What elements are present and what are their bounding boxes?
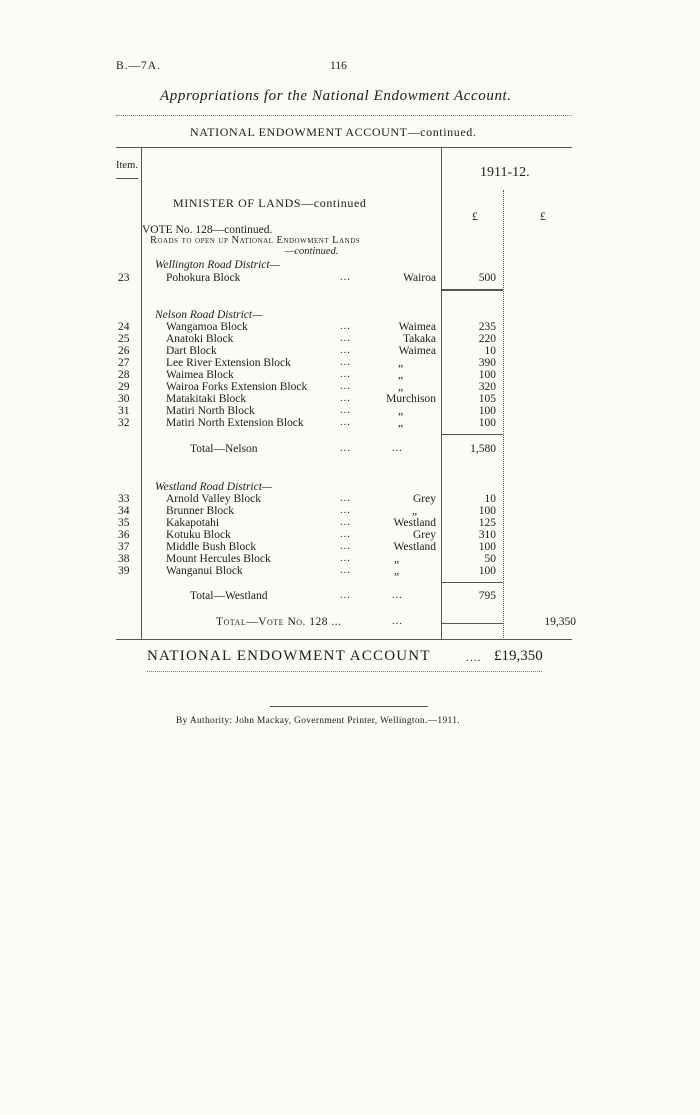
- block-name: Matiri North Block: [166, 405, 255, 417]
- ministry-heading: MINISTER OF LANDS—continued: [173, 196, 367, 210]
- leader-dots: ...: [392, 443, 403, 454]
- leader-dots: ...: [340, 369, 351, 380]
- amount-value: 10: [484, 345, 496, 357]
- westland-total-rule: [441, 582, 503, 583]
- county-name: Westland: [393, 517, 436, 529]
- amount-value: 320: [478, 381, 496, 393]
- item-number: 38: [118, 553, 130, 565]
- leader-dots: ...: [340, 405, 351, 416]
- block-name: Kakapotahi: [166, 517, 220, 529]
- county-ditto: „: [398, 405, 404, 417]
- leader-dots: ...: [340, 529, 351, 540]
- block-name: Matiri North Extension Block: [166, 417, 304, 429]
- imprint-rule: [270, 706, 428, 707]
- nelson-total-value: 1,580: [470, 443, 496, 455]
- subtotal-rule: [441, 289, 503, 291]
- leader-dots: ...: [340, 517, 351, 528]
- county-ditto: „: [412, 505, 418, 517]
- block-name: Wanganui Block: [166, 565, 243, 577]
- nelson-district-heading: Nelson Road District—: [155, 309, 263, 321]
- leader-dots: ...: [340, 321, 351, 332]
- nelson-total-rule: [441, 434, 503, 435]
- vote-total-rule: [441, 623, 503, 624]
- vote-total-value: 19,350: [544, 616, 576, 628]
- county-name: Takaka: [402, 333, 436, 345]
- leader-dots: ...: [340, 381, 351, 392]
- leader-dots: ...: [340, 272, 351, 283]
- county-name: Waimea: [398, 345, 436, 357]
- amount-value: 125: [478, 517, 496, 529]
- vote-total-label: Total—Vote No. 128 ...: [216, 616, 342, 628]
- amount-value: 100: [478, 565, 496, 577]
- leader-dots: ...: [340, 443, 351, 454]
- amount-value: 100: [478, 417, 496, 429]
- nelson-total-label: Total—Nelson: [190, 443, 258, 455]
- item-number: 25: [118, 333, 130, 345]
- block-name: Brunner Block: [166, 505, 235, 517]
- block-name: Arnold Valley Block: [166, 493, 261, 505]
- block-name: Waimea Block: [166, 369, 234, 381]
- county-ditto: „: [398, 369, 404, 381]
- item-number: 23: [118, 272, 130, 284]
- page-title: Appropriations for the National Endowment Account.: [160, 88, 512, 104]
- printer-imprint: By Authority: John Mackay, Government Printer, Wellington.—1911.: [176, 716, 460, 726]
- item-number: 35: [118, 517, 130, 529]
- county-ditto: „: [394, 553, 400, 565]
- leader-dots: ...: [340, 505, 351, 516]
- leader-dots: ...: [340, 393, 351, 404]
- table-bottom-rule: [116, 639, 572, 640]
- item-number: 36: [118, 529, 130, 541]
- wellington-district-heading: Wellington Road District—: [155, 259, 280, 271]
- currency-symbol-a: £: [472, 211, 478, 223]
- item-number: 30: [118, 393, 130, 405]
- document-reference: B.—7A.: [116, 60, 161, 72]
- item-number: 28: [118, 369, 130, 381]
- leader-dots: ...: [340, 357, 351, 368]
- item-number: 39: [118, 565, 130, 577]
- westland-total-value: 795: [478, 590, 496, 602]
- county-ditto: „: [398, 381, 404, 393]
- item-number: 27: [118, 357, 130, 369]
- leader-dots: ...: [340, 553, 351, 564]
- leader-dots: ...: [392, 616, 403, 627]
- block-name: Middle Bush Block: [166, 541, 257, 553]
- leader-dots: ....: [466, 652, 482, 664]
- leader-dots: ...: [340, 590, 351, 601]
- county-ditto: „: [394, 565, 400, 577]
- county-name: Grey: [413, 529, 436, 541]
- westland-district-heading: Westland Road District—: [155, 481, 273, 493]
- amount-value: 50: [484, 553, 496, 565]
- block-name: Wangamoa Block: [166, 321, 248, 333]
- amount-value: 10: [484, 493, 496, 505]
- amount-value: 310: [478, 529, 496, 541]
- page-number: 116: [330, 60, 347, 72]
- amount-column-rule: [503, 190, 504, 640]
- block-name: Pohokura Block: [166, 272, 241, 284]
- grand-total-label: NATIONAL ENDOWMENT ACCOUNT: [147, 648, 431, 664]
- block-name: Wairoa Forks Extension Block: [166, 381, 308, 393]
- item-number: 34: [118, 505, 130, 517]
- county-column-rule: [441, 147, 442, 639]
- item-number: 37: [118, 541, 130, 553]
- leader-dots: ...: [340, 541, 351, 552]
- table-top-rule: [116, 147, 572, 148]
- item-column-rule: [141, 147, 142, 639]
- county-name: Westland: [393, 541, 436, 553]
- county-name: Wairoa: [403, 272, 436, 284]
- leader-dots: ...: [340, 345, 351, 356]
- item-number: 24: [118, 321, 130, 333]
- item-number: 31: [118, 405, 130, 417]
- block-name: Kotuku Block: [166, 529, 231, 541]
- block-name: Lee River Extension Block: [166, 357, 291, 369]
- year-column-header: 1911-12.: [480, 165, 530, 180]
- leader-dots: ...: [340, 333, 351, 344]
- amount-value: 235: [478, 321, 496, 333]
- grand-total-rule: [147, 671, 542, 672]
- amount-value: 100: [478, 405, 496, 417]
- item-column-header: Item.: [116, 160, 138, 171]
- item-number: 33: [118, 493, 130, 505]
- amount-value: 390: [478, 357, 496, 369]
- block-name: Matakitaki Block: [166, 393, 247, 405]
- county-name: Waimea: [398, 321, 436, 333]
- vote-heading: VOTE No. 128—continued.: [142, 224, 273, 236]
- county-name: Grey: [413, 493, 436, 505]
- item-number: 32: [118, 417, 130, 429]
- amount-value: 220: [478, 333, 496, 345]
- county-name: Murchison: [386, 393, 436, 405]
- amount-value: 105: [478, 393, 496, 405]
- item-number: 26: [118, 345, 130, 357]
- item-header-rule: [116, 178, 138, 179]
- county-ditto: „: [398, 357, 404, 369]
- leader-dots: ...: [340, 565, 351, 576]
- amount-value: 500: [478, 272, 496, 284]
- county-ditto: „: [398, 417, 404, 429]
- account-title: NATIONAL ENDOWMENT ACCOUNT—continued.: [190, 125, 477, 139]
- leader-dots: ...: [340, 417, 351, 428]
- grand-total-value: £19,350: [494, 648, 543, 664]
- block-name: Anatoki Block: [166, 333, 234, 345]
- amount-value: 100: [478, 505, 496, 517]
- amount-value: 100: [478, 369, 496, 381]
- block-name: Dart Block: [166, 345, 217, 357]
- amount-value: 100: [478, 541, 496, 553]
- title-rule: [116, 115, 572, 116]
- currency-symbol-b: £: [540, 211, 546, 223]
- westland-total-label: Total—Westland: [190, 590, 268, 602]
- item-number: 29: [118, 381, 130, 393]
- roads-heading: Roads to open up National Endowment Lands: [150, 235, 361, 246]
- roads-heading-continued: —continued.: [285, 246, 339, 257]
- leader-dots: ...: [392, 590, 403, 601]
- leader-dots: ...: [340, 493, 351, 504]
- block-name: Mount Hercules Block: [166, 553, 271, 565]
